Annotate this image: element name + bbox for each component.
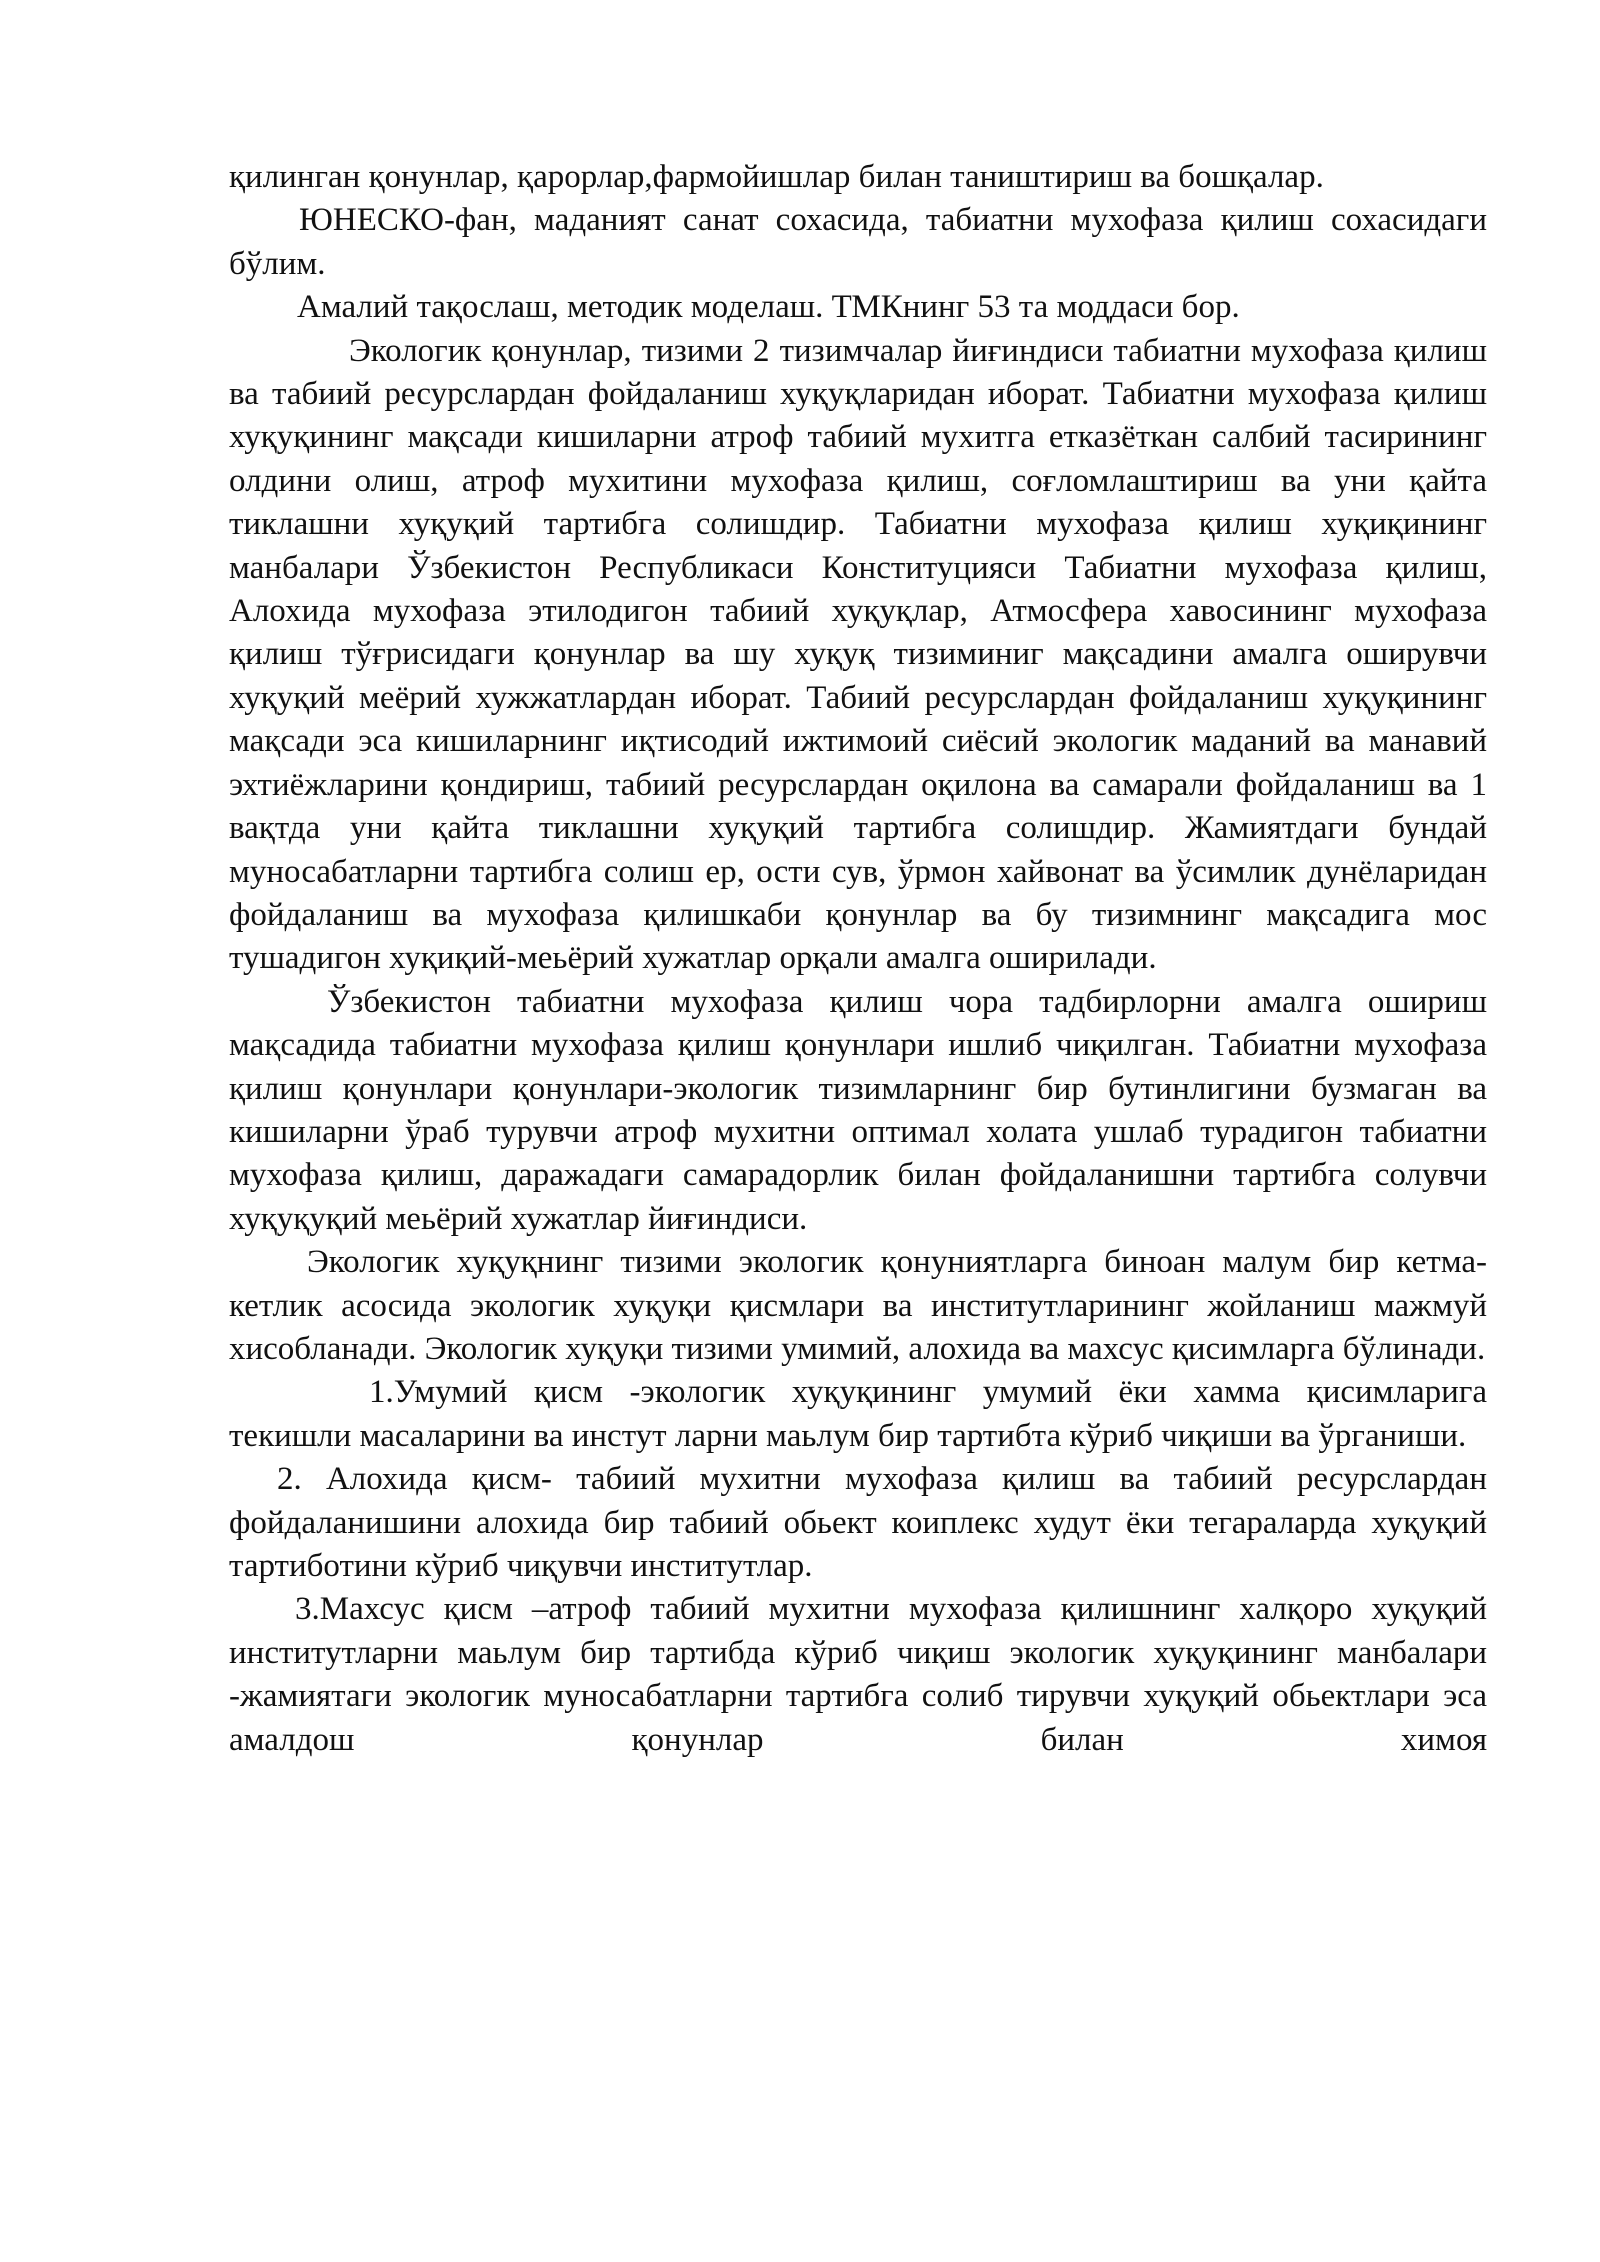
paragraph-ecological-laws: Экологик қонунлар, тизими 2 тизимчалар йиғиндиси табиатни мухофаза қилиш ва табиий ресурслардан фойдаланиш хуқуқларидан иборат. Табиатни мухофаза қилиш хуқуқининг мақсади кишиларни атроф табиий мухитга етказёткан салбий тасирининг олдини олиш, атроф мухитини мухофаза қилиш, соғломлаштириш ва уни қайта тиклашни хуқуқий тартибга солишдир. Табиатни мухофаза қилиш хуқиқининг манбалари Ўзбекистон Республикаси Конституцияси Табиатни мухофаза қилиш, Алохида мухофаза этилодигон табиий хуқуқлар, Атмосфера хавосининг мухофаза қилиш тўғрисидаги қонунлар ва шу хуқуқ тизиминиг мақсадини амалга оширувчи хуқуқий меёрий хужжатлардан иборат. Табиий ресурслардан фойдаланиш хуқуқининг мақсади эса кишиларнинг иқтисодий ижтимоий сиёсий экологик маданий ва манавий эхтиёжларини қондириш, табиий ресурслардан оқилона ва самарали фойдаланиш ва 1 вақтда уни қайта тиклашни хуқуқий тартибга солишдир. Жамиятдаги бундай муносабатларни тартибга солиш ер, ости сув, ўрмон хайвонат ва ўсимлик дунёларидан фойдаланиш ва мухофаза қилишкаби қонунлар ва бу тизимнинг мақсадига мос тушадигон хуқиқий-меьёрий хужатлар орқали амалга оширилади. xyxy=(229,332,1487,977)
paragraph-unesco: ЮНЕСКО-фан, маданият санат сохасида, табиатни мухофаза қилиш сохасидаги бўлим. xyxy=(229,202,1487,282)
paragraph-system-structure: Экологик хуқуқнинг тизими экологик қонуниятларга биноан малум бир кетма-кетлик асосида экологик хуқуқи қисмлари ва институтларининг жойланиш мажмуй хисобланади. Экологик хуқуқи тизими умимий, алохида ва махсус қисимларга бўлинади. xyxy=(229,1244,1487,1367)
paragraph-laws-intro: қилинган қонунлар, қарорлар,фармойишлар билан таништириш ва бошқалар. xyxy=(229,159,1324,195)
paragraph-practical-comparison: Амалий тақослаш, методик моделаш. ТМКнинг 53 та моддаси бор. xyxy=(297,289,1240,326)
document-page xyxy=(229,156,1487,1762)
paragraph-uzbekistan-protection: Ўзбекистон табиатни мухофаза қилиш чора тадбирлорни амалга ошириш мақсадида табиатни мухофаза қилиш қонунлари ишлиб чиқилган. Табиатни мухофаза қилиш қонунлари қонунлари-экологик тизимларнинг бир бутинлигини бузмаган ва кишиларни ўраб турувчи атроф мухитни оптимал холата ушлаб турадигон табиатни мухофаза қилиш, даражадаги самарадорлик билан фойдаланишни тартибга солувчи хуқуқуқий меьёрий хужатлар йиғиндиси. xyxy=(229,983,1487,1237)
paragraph-special-part: 2. Алохида қисм- табиий мухитни мухофаза қилиш ва табиий ресурслардан фойдаланишини алохида бир табиий обьект коиплекс худут ёки тегараларда хуқуқий тартиботини кўриб чиқувчи институтлар. xyxy=(229,1461,1487,1584)
paragraph-general-part: 1.Умумий қисм -экологик хуқуқининг умумий ёки хамма қисимларига текишли масаларини ва инстут ларни маьлум бир тартибта кўриб чиқиши ва ўрганиши. xyxy=(229,1374,1487,1454)
paragraph-specific-part: 3.Махсус қисм –атроф табиий мухитни мухофаза қилишнинг халқоро хуқуқий институтларни маьлум бир тартибда кўриб чиқиш экологик хуқуқининг манбалари -жамиятаги экологик муносабатларни тартибга солиб тирувчи хуқуқий обьектлари эса амалдош қонунлар билан химоя xyxy=(229,1591,1487,1758)
